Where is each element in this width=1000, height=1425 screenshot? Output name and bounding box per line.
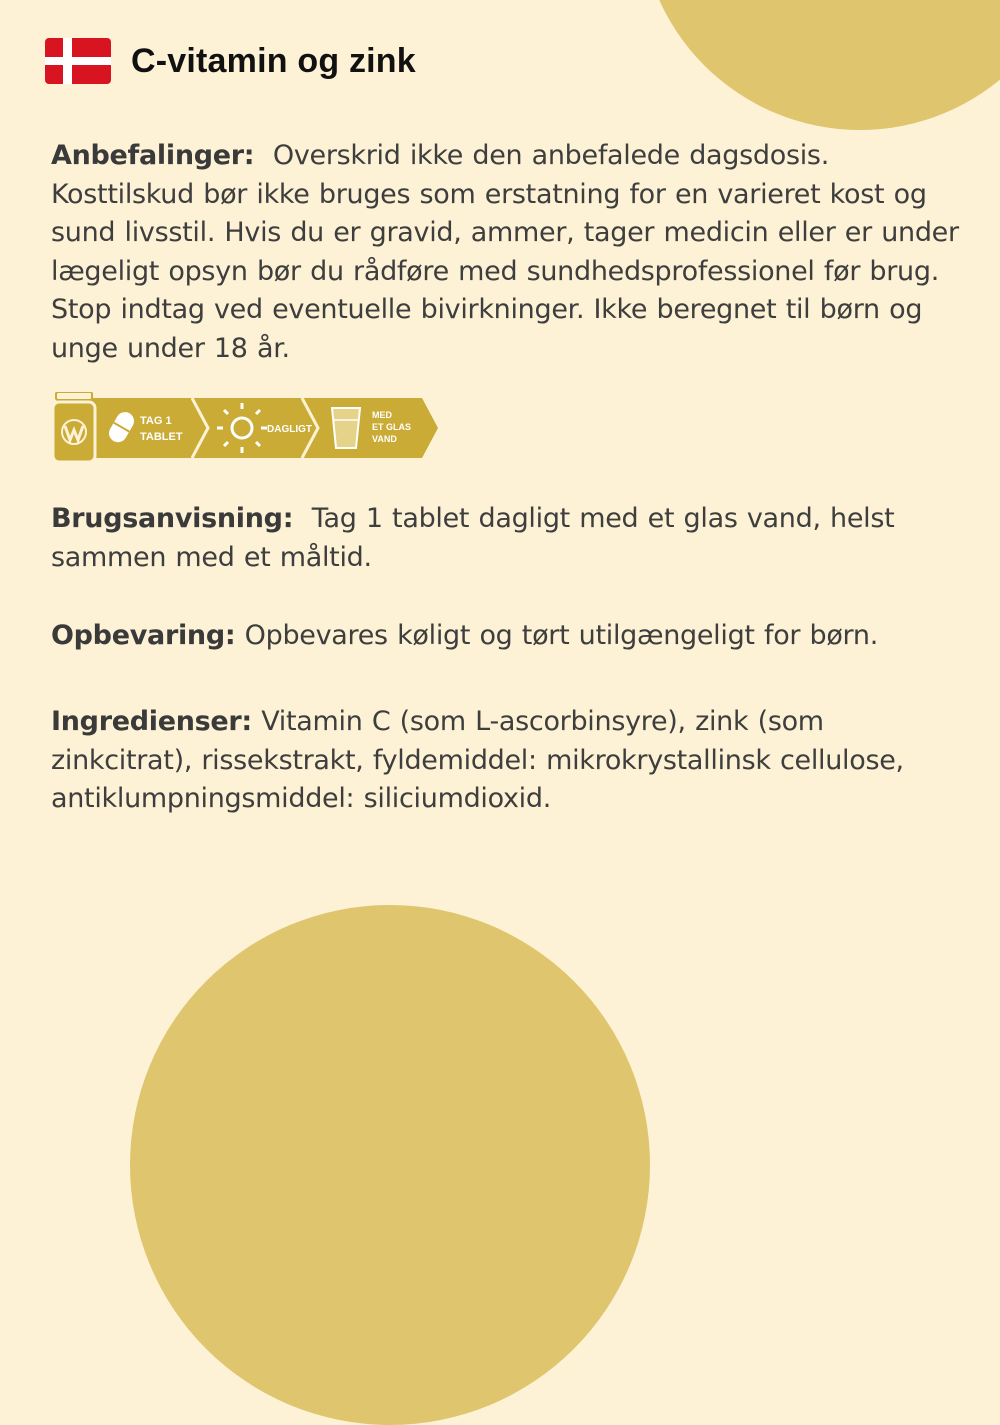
section-label: Ingredienser: — [51, 706, 252, 737]
step1-line1: TAG 1 — [140, 415, 172, 427]
decorative-blob-bottom — [130, 905, 650, 1425]
page-title: C-vitamin og zink — [131, 41, 416, 80]
section-label: Opbevaring: — [51, 620, 236, 651]
section-text: Opbevares køligt og tørt utilgængeligt for børn. — [244, 620, 878, 651]
section-anbefalinger — [51, 137, 971, 368]
section-text: Tag 1 tablet dagligt med et glas vand, helst sammen med et måltid. — [51, 503, 895, 573]
section-text: Overskrid ikke den anbefalede dagsdosis. Kosttilskud bør ikke bruges som erstatning for en varieret kost og sund livsstil. Hvis du er gravid, ammer, tager medicin eller er under lægeligt opsyn bør du rådføre med sundhedsprofessionel før brug. Stop indtag ved eventuelle bivirkninger. Ikke beregnet til børn og unge under 18 år. — [51, 140, 959, 364]
section-brugsanvisning — [51, 500, 971, 577]
usage-strip — [52, 392, 452, 464]
section-text: Vitamin C (som L-ascorbinsyre), zink (som zinkcitrat), rissekstrakt, fyldemiddel: mikrokrystallinsk cellulose, antiklumpningsmiddel: siliciumdioxid. — [51, 706, 904, 814]
decorative-blob-top — [640, 0, 1000, 130]
denmark-flag-icon — [45, 38, 111, 84]
supplement-jar-icon — [53, 392, 95, 462]
water-glass-icon — [332, 408, 360, 448]
step2-text: DAGLIGT — [267, 424, 312, 435]
step1-line2: TABLET — [140, 431, 183, 443]
step3-line2: ET GLAS — [372, 422, 412, 432]
header — [45, 38, 416, 84]
step3-line1: MED — [372, 410, 392, 420]
section-ingredienser — [51, 703, 971, 819]
section-label: Anbefalinger: — [51, 140, 255, 171]
section-opbevaring — [51, 617, 971, 656]
section-label: Brugsanvisning: — [51, 503, 294, 534]
step3-line3: VAND — [372, 434, 397, 444]
